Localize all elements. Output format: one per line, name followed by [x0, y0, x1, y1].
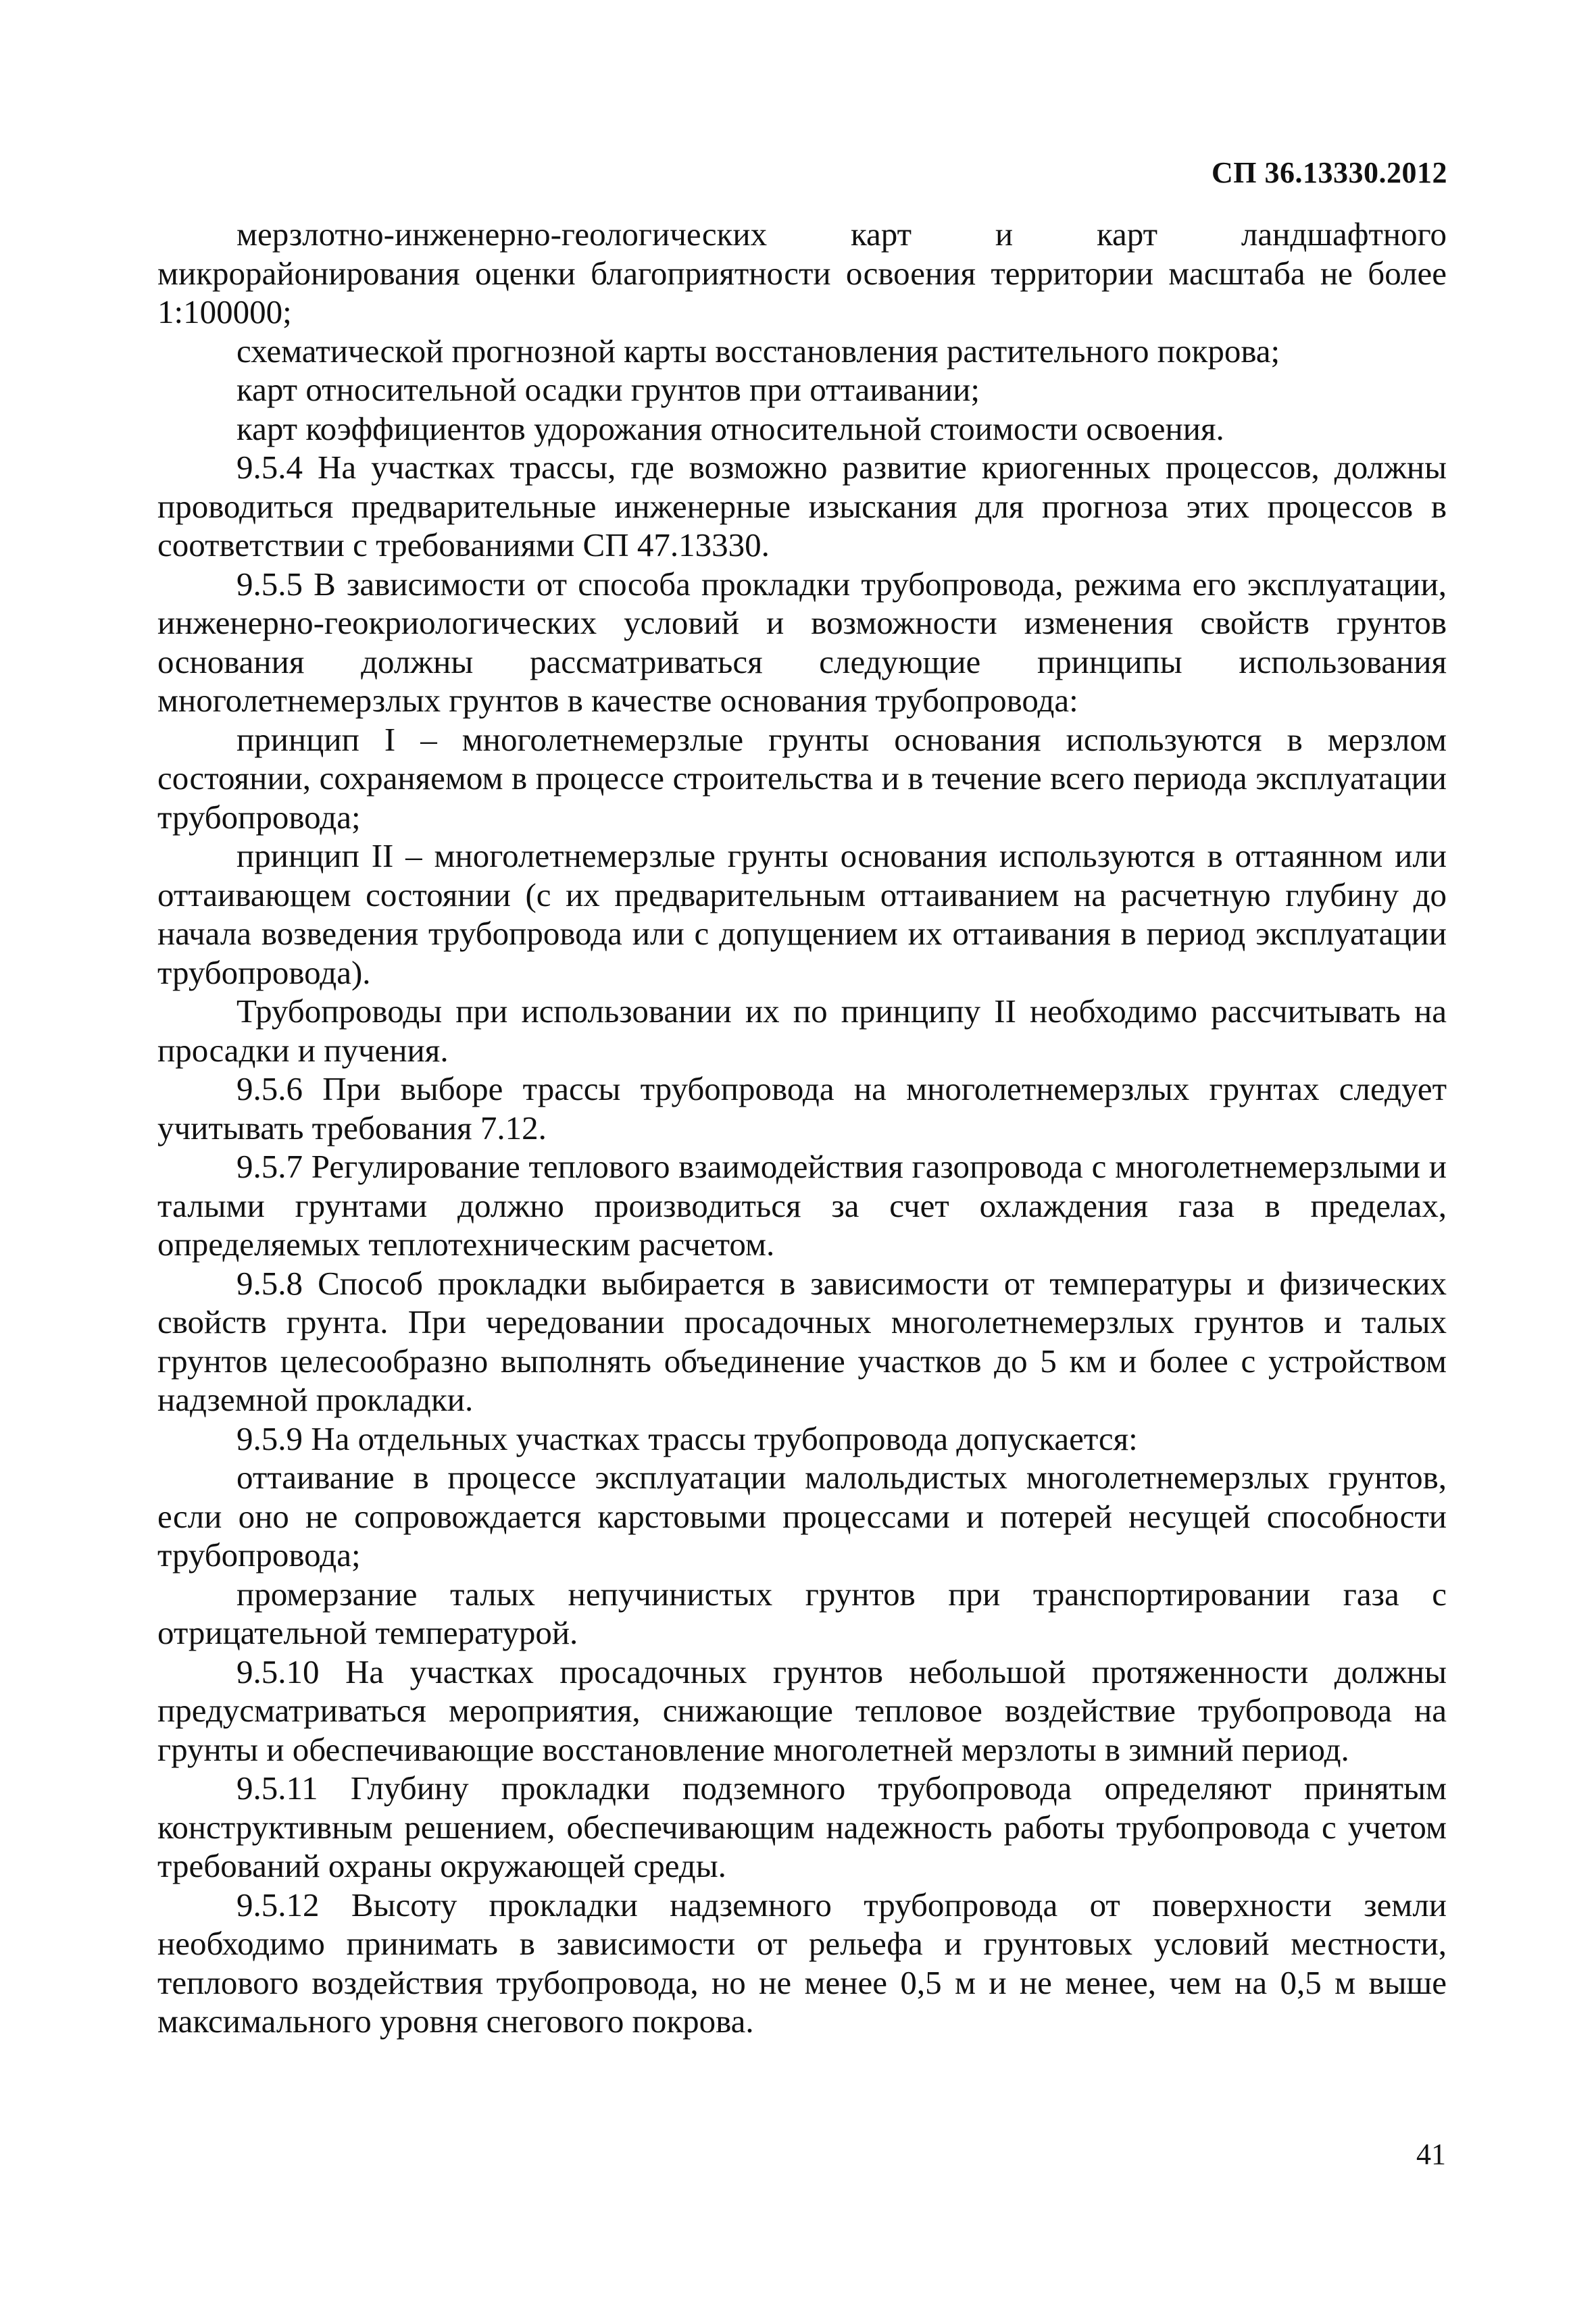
paragraph: оттаивание в процессе эксплуатации малольдистых многолетнемерзлых грунтов, если оно не сопровождается карстовыми процессами и потерей несущей способности трубопровода;	[157, 1459, 1447, 1574]
paragraph-9-5-5: 9.5.5 В зависимости от способа прокладки трубопровода, режима его эксплуатации, инженерно-геокриологических условий и возможности изменения свойств грунтов основания должны рассматриваться следующие принципы использования многолетнемерзлых грунтов в качестве основания трубопровода:	[157, 565, 1447, 719]
document-code: СП 36.13330.2012	[1212, 156, 1447, 189]
paragraph: схематической прогнозной карты восстановления растительного покрова;	[236, 332, 1280, 370]
paragraph-9-5-9: 9.5.9 На отдельных участках трассы трубопровода допускается:	[236, 1419, 1138, 1457]
paragraph: принцип I – многолетнемерзлые грунты основания используются в мерзлом состоянии, сохраняемом в процессе строительства и в течение всего периода эксплуатации трубопровода;	[157, 720, 1447, 836]
page-number: 41	[1416, 2138, 1446, 2171]
paragraph: промерзание талых непучинистых грунтов при транспортировании газа с отрицательной температурой.	[157, 1575, 1447, 1651]
paragraph-9-5-11: 9.5.11 Глубину прокладки подземного трубопровода определяют принятым конструктивным решением, обеспечивающим надежность работы трубопровода с учетом требований охраны окружающей среды.	[157, 1769, 1447, 1884]
paragraph: принцип II – многолетнемерзлые грунты основания используются в оттаянном или оттаивающем состоянии (с их предварительным оттаиванием на расчетную глубину до начала возведения трубопровода или с допущением их оттаивания в период эксплуатации трубопровода).	[157, 837, 1447, 991]
paragraph: карт коэффициентов удорожания относительной стоимости освоения.	[236, 409, 1224, 447]
paragraph: карт относительной осадки грунтов при оттаивании;	[236, 371, 980, 408]
paragraph-9-5-10: 9.5.10 На участках просадочных грунтов небольшой протяженности должны предусматриваться мероприятия, снижающие тепловое воздействие трубопровода на грунты и обеспечивающие восстановление многолетней мерзлоты в зимний период.	[157, 1653, 1447, 1768]
paragraph-9-5-6: 9.5.6 При выборе трассы трубопровода на многолетнемерзлых грунтах следует учитывать требования 7.12.	[157, 1070, 1447, 1147]
paragraph-9-5-8: 9.5.8 Способ прокладки выбирается в зависимости от температуры и физических свойств грунта. При чередовании просадочных многолетнемерзлых грунтов и талых грунтов целесообразно выполнять объединение участков до 5 км и более с устройством надземной прокладки.	[157, 1264, 1447, 1418]
paragraph-9-5-12: 9.5.12 Высоту прокладки надземного трубопровода от поверхности земли необходимо принимать в зависимости от рельефа и грунтовых условий местности, теплового воздействия трубопровода, но не менее 0,5 м и не менее, чем на 0,5 м выше максимального уровня снегового покрова.	[157, 1886, 1447, 2040]
paragraph-9-5-4: 9.5.4 На участках трассы, где возможно развитие криогенных процессов, должны проводиться предварительные инженерные изыскания для прогноза этих процессов в соответствии с требованиями СП 47.13330.	[157, 449, 1447, 563]
paragraph-9-5-7: 9.5.7 Регулирование теплового взаимодействия газопровода с многолетнемерзлыми и талыми грунтами должно производиться за счет охлаждения газа в пределах, определяемых теплотехническим расчетом.	[157, 1148, 1447, 1263]
body-text	[157, 215, 1447, 2041]
paragraph: мерзлотно-инженерно-геологических карт и карт ландшафтного микрорайонирования оценки благоприятности освоения территории масштаба не более 1:100000;	[157, 216, 1447, 330]
paragraph: Трубопроводы при использовании их по принципу II необходимо рассчитывать на просадки и пучения.	[157, 992, 1447, 1069]
